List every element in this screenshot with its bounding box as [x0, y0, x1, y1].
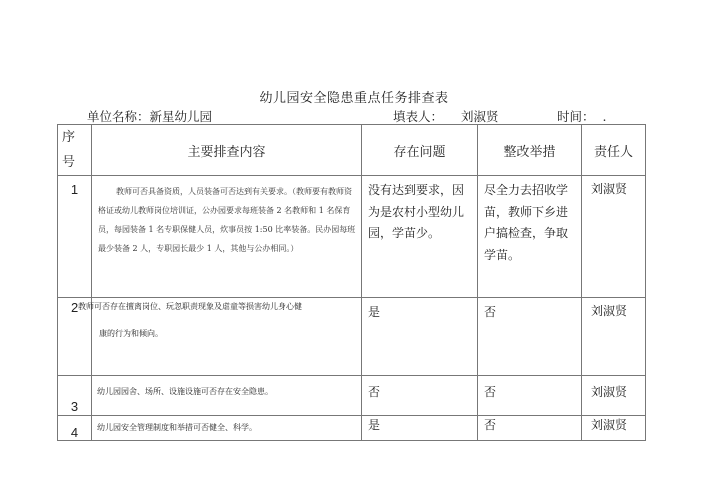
row-problem: 是 — [362, 416, 478, 441]
filler-value: 刘淑贤 — [461, 109, 499, 124]
row-problem: 否 — [362, 376, 478, 416]
table-row — [58, 176, 646, 298]
row-measures: 否 — [478, 376, 582, 416]
header-seq-bottom: 号 — [62, 155, 76, 170]
document-title: 幼儿园安全隐患重点任务排查表 — [259, 91, 449, 106]
table-row — [58, 416, 646, 441]
row-content — [78, 298, 362, 376]
time-value: . — [602, 109, 607, 124]
row-problem: 没有达到要求，因为是农村小型幼儿园，学苗少。 — [362, 176, 478, 298]
filler-label: 填表人： — [393, 109, 444, 124]
header-seq-top: 序 — [62, 130, 76, 145]
header-content: 主要排查内容 — [92, 125, 362, 176]
filler-info — [393, 107, 499, 125]
row-responsible: 刘淑贤 — [582, 376, 646, 416]
unit-label: 单位名称： — [87, 109, 150, 124]
header-responsible: 责任人 — [582, 125, 646, 176]
header-problem: 存在问题 — [362, 125, 478, 176]
unit-info — [87, 107, 212, 125]
row-content-line2: 康的行为和倾向。 — [99, 329, 163, 338]
table-row — [58, 376, 646, 416]
time-label: 时间： — [557, 109, 595, 124]
row-seq: 1 — [58, 176, 92, 298]
row-measures: 否 — [478, 298, 582, 376]
row-seq: 3 — [58, 376, 92, 416]
inspection-table — [57, 124, 646, 441]
row-content: 教师可否具备资质，人员装备可否达到有关要求。（教师要有教师资格证或幼儿教师岗位培训证，公办园要求每班装备 2 名教师和 1 名保育员，每园装备 1 名专职保健人员，炊事员按 1:50 比率装备。民办园每班最少装备 2 人，专职园长最少 1 人，其他与公办相同。） — [92, 176, 362, 298]
row-problem: 是 — [362, 298, 478, 376]
row-measures: 否 — [478, 416, 582, 441]
time-info — [557, 107, 606, 125]
row-responsible: 刘淑贤 — [582, 416, 646, 441]
row-seq: 4 — [58, 416, 92, 441]
row-seq: 2 — [71, 300, 79, 315]
row-content: 幼儿园园舍、场所、设施设施可否存在安全隐患。 — [92, 376, 362, 416]
row-content: 幼儿园安全管理制度和举措可否健全、科学。 — [92, 416, 362, 441]
unit-value: 新星幼儿园 — [149, 109, 213, 124]
header-seq — [58, 125, 92, 176]
row-content-line1: 教师可否存在擅离岗位、玩忽职责现象及虐童等损害幼儿身心健 — [78, 302, 302, 311]
row-responsible: 刘淑贤 — [582, 176, 646, 298]
header-measures: 整改举措 — [478, 125, 582, 176]
row-measures: 尽全力去招收学苗，教师下乡进户搞检查，争取学苗。 — [478, 176, 582, 298]
table-row — [58, 298, 646, 376]
table-header-row — [58, 125, 646, 176]
row-responsible: 刘淑贤 — [582, 298, 646, 376]
